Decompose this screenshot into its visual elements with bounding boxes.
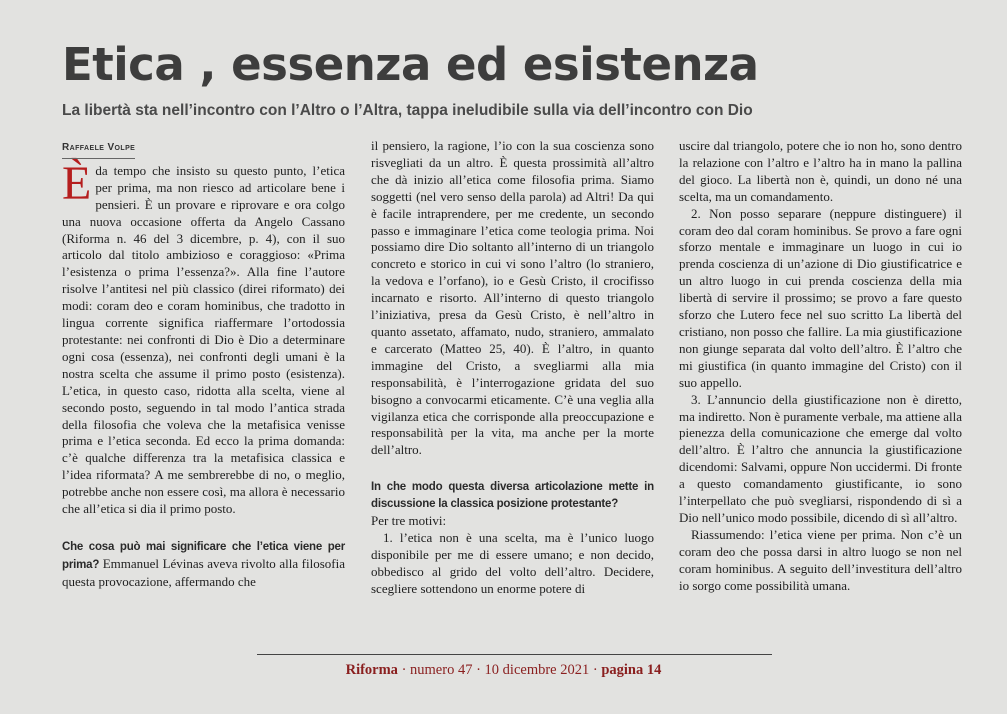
paragraph: Per tre motivi: — [371, 513, 447, 529]
article-body — [62, 138, 967, 638]
question-heading: Che cosa può mai significare che l’etica viene per prima? — [62, 540, 345, 571]
paragraph-text: Emmanuel Lévinas aveva rivolto alla filosofia questa provocazione, affermando che — [62, 555, 345, 589]
page-number: pagina 14 — [601, 662, 662, 678]
author-byline: Raffaele Volpe — [62, 140, 135, 159]
question-heading: In che modo questa diversa articolazione mette in discussione la classica posizione protestante? — [371, 481, 654, 511]
footer-rule — [257, 654, 772, 655]
paragraph: 2. Non posso separare (neppure distinguere) il coram deo dal coram hominibus. Se provo a fare ogni sforzo mentale e immaginare un luogo in cui io prenda coscienza di un’azione di Dio giustificatrice e un altro luogo in cui prenda coscienza della mia libertà di servire il prossimo; se provo a fare questo sforzo che Lutero fece nel suo scritto La libertà del cristiano, non posso che fallire. La mia giustificazione non giunge separata dal volto dell’altro. È l’altro che mi giustifica (in quanto immagine del Cristo) con il suo appello. — [679, 205, 962, 390]
paragraph: uscire dal triangolo, potere che io non ho, sono dentro la relazione con l’altro e l’altro ha in mano la pallina del gioco. La libertà non è, quindi, un dono né una scelta, ma un comandamento. — [679, 138, 962, 204]
headline: Etica , essenza ed esistenza — [62, 38, 759, 91]
issue-date: 10 dicembre 2021 — [484, 662, 590, 678]
paragraph-text: da tempo che insisto su questo punto, l’etica per prima, ma non riesco ad articolare bene i pensieri. È un provare e riprovare e ora colgo una nuova occasione offerta da Angelo Cassano (Riforma n. 46 del 3 dicembre, p. 4), con il suo articolo dal titolo ambizioso e coraggioso: «Prima l’esistenza o prima l’essenza?». Alla fine l’autore risolve l’antitesi nel più classico (direi riformato) dei modi: coram deo e coram hominibus, che tradotto in lingua corrente significa riaffermare l’ortodossia protestante: nei confronti di Dio è Dio a determinare ogni cosa (essenza), nei confronti degli umani è la nostra scelta che assume il primo posto (esistenza). L’etica, in questo caso, ridotta alla scelta, viene al secondo posto, seguendo in tal modo l’antica strada della filosofia che voleva che la metafisica venisse prima e l’etica seconda. Ed ecco la prima domanda: c’è qualche differenza tra la metafisica classica e l’idea riformata? A me sembrerebbe di no, o meglio, potrebbe anche non essere così, ma allora è necessario che all’etica si dia il primo posto. — [62, 162, 345, 517]
paragraph — [62, 156, 345, 518]
drop-cap: È — [62, 156, 92, 210]
subtitle: La libertà sta nell’incontro con l’Altro o l’Altra, tappa ineludibile sulla via dell’incontro con Dio — [62, 102, 753, 119]
separator: · — [401, 662, 407, 678]
newspaper-name: Riforma — [345, 662, 398, 678]
paragraph: il pensiero, la ragione, l’io con la sua coscienza sono risvegliati da un altro. È questa prossimità all’altro che dà inizio all’etica come filosofia prima. Siamo soggetti (nel vero senso della parola) ad Altri! Da qui è facile intraprendere, per me credente, un secondo passo e immaginare l’etica come teologia prima. Noi possiamo dire Dio soltanto all’interno di un triangolo concreto e storico in cui vi sono l’altro (lo straniero, la vedova e l’orfano), io e Gesù Cristo, il crocifisso incarnato e risorto. All’interno di questo triangolo l’iniziativa, presa da Gesù Cristo, è nell’altro in quanto assetato, affamato, nudo, straniero, ammalato e carcerato (Matteo 25, 40). È l’altro, in quanto immagine del Cristo, a svegliarmi alla mia responsabilità, è l’interrogazione gridata del suo bisogno a convocarmi eticamente. C’è una veglia alla vigilanza etica che corrisponde alla preoccupazione e responsabilità per la vita, ma anche per la morte dell’altro. — [371, 138, 654, 458]
column-2 — [371, 138, 654, 598]
column-3 — [679, 138, 962, 594]
paragraph: 1. l’etica non è una scelta, ma è l’unico luogo disponibile per me di essere umano; e non decido, obbedisco al grido del volto dell’altro. Decidere, scegliere sottendono un enorme potere di — [371, 529, 654, 596]
paragraph: 3. L’annuncio della giustificazione non è diretto, ma indiretto. Non è puramente verbale, ma attiene alla pienezza della comunicazione che emerge dal volto dell’altro. È l’altro che annuncia la giustificazione dicendomi: Salvami, oppure Non uccidermi. Di fronte a questo comandamento giustificante, io sono l’interpellato che può svegliarsi, rispondendo di sì a Dio nell’unico modo possibile, dicendo di sì all’altro. — [679, 391, 962, 525]
issue-number: numero 47 — [410, 662, 473, 678]
page-footer — [0, 662, 1007, 679]
paragraph: Riassumendo: l’etica viene per prima. Non c’è un coram deo che possa darsi in altro luogo se non nel coram hominibus. A seguito dell’investitura dell’altro io sorgo come possibilità umana. — [679, 526, 962, 593]
paragraph — [62, 538, 345, 591]
column-1 — [62, 138, 345, 591]
separator: · — [592, 662, 598, 678]
separator: · — [476, 662, 481, 678]
